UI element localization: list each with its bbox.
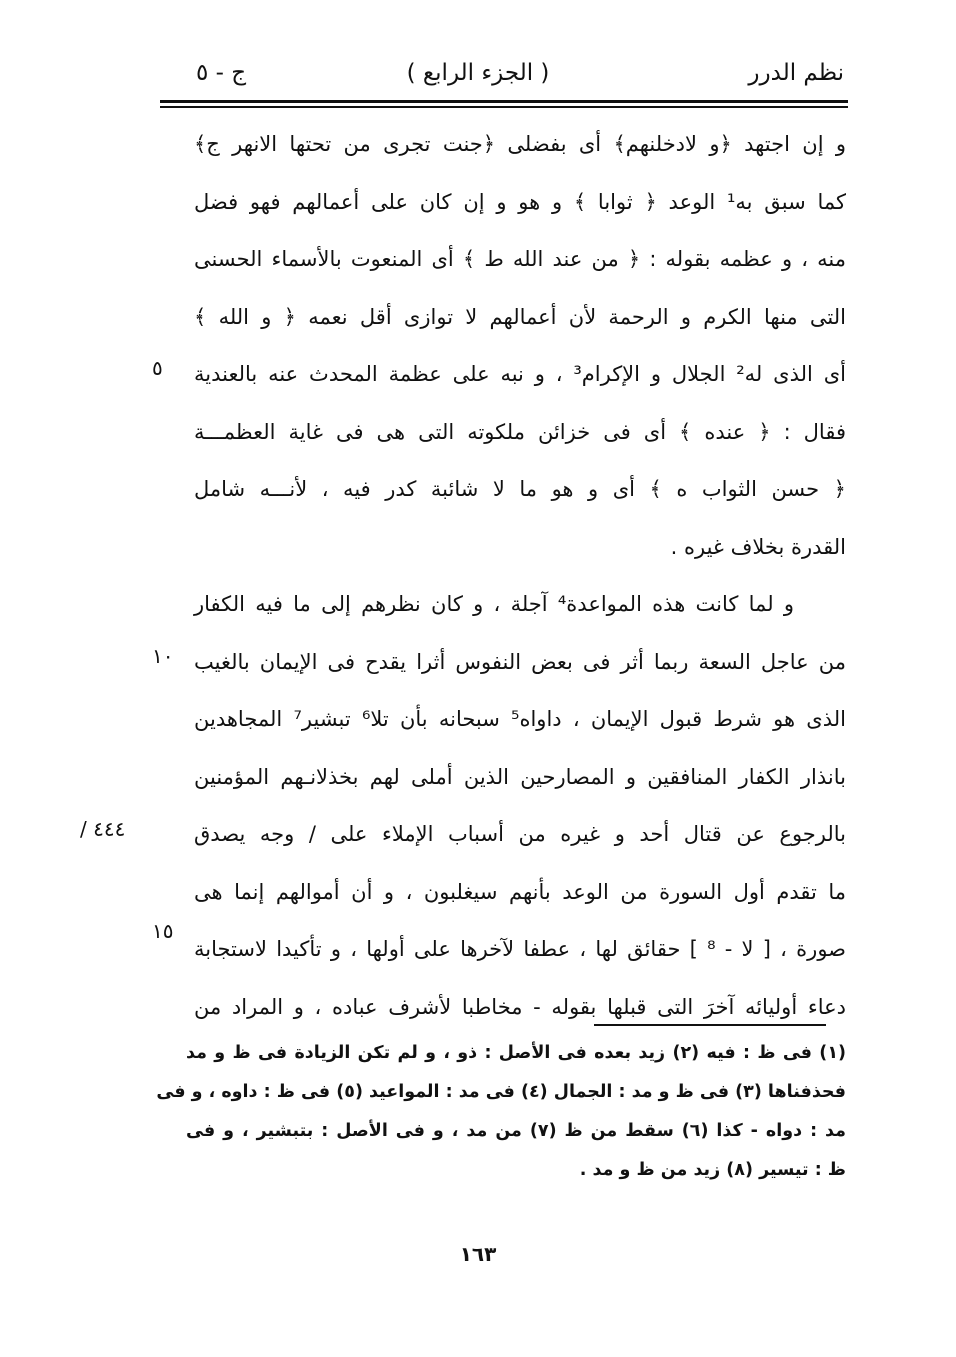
text-line: القدرة بخلاف غيره . [670,534,846,559]
text-line: بالرجوع عن قتال أحد و غيره من أسباب الإملاء على / وجه يصدق [194,822,846,846]
text-line: و إن اجتهد ﴿و لادخلنهم﴾ أى بفضلى ﴿جنت تجرى من تحتها الانهر ج﴾ [194,132,846,156]
text-line: ما تقدم أول السورة من الوعد بأنهم سيغلبون ، و أن أموالهم إنما هى [194,879,846,904]
text-line: التى منها الكرم و الرحمة لأن أعمالهم لا توازى أقل نعمه ﴿ و الله ﴾ [194,304,846,329]
text-line: أى الذى له² الجلال و الإكرام³ ، و نبه على عظمة المحدث عنه بالعندية [194,362,846,386]
line-number: ٥ [152,356,163,380]
page-number: ١٦٣ [459,1242,497,1266]
text-line: بانذار الكفار المنافقين و المصارحين الذين أملى لهم بخذلانـهم المؤمنين [194,764,846,789]
footnote-line: ظ : تيسير (٨) زيد من ظ و مد . [579,1160,846,1180]
footnote-line: (١) فى ظ : فيه (٢) زيد بعده فى الأصل : ذو ، و لم تكن الزيادة فى ظ و مد [186,1043,846,1063]
text-line: كما سبق به¹ الوعد ﴿ ثوابا ﴾ و هو و إن كان على أعمالهم فهو فضل [194,189,846,214]
footnote-line: فحذفناها (٣) فى ظ و مد : الجمال (٤) فى مد : المواعيد (٥) فى ظ : داوه ، و فى [156,1082,846,1102]
header-rule-thick [160,100,848,103]
text-line: ﴿ حسن الثواب ه ﴾ أى و هو ما لا شائبة كدر فيه ، لأنـــه شامل [194,477,846,501]
line-number: ١٥ [152,919,174,943]
text-line: و لما كانت هذه المواعدة⁴ آجلة ، و كان نظرهم إلى ما فيه الكفار [194,592,795,616]
running-title: نظم الدرر [748,60,844,86]
manuscript-folio-mark: / ٤٤٤ [80,817,126,841]
body-text [194,116,846,1036]
footnote-rule [594,1024,826,1026]
text-line: من عاجل السعة ربما أثر فى بعض النفوس أثرا يقدح فى الإيمان بالغيب [194,649,846,674]
text-line: فقال : ﴿ عنده ﴾ أى فى خزائن ملكوته التى هى فى غاية العظمـــة [194,419,846,444]
header-rule-thin [160,106,848,108]
text-line: دعاء أوليائه آخرَ التى قبلها بقوله - مخاطبا لأشرف عباده ، و المراد من [194,994,846,1019]
volume-label: ج - ٥ [196,60,247,86]
text-line: الذى هو شرط قبول الإيمان ، داواه⁵ سبحانه بأن تلا⁶ تبشير⁷ المجاهدين [194,707,847,731]
part-title: ( الجزء الرابع ) [406,60,550,86]
text-line: صورة ، [ لا - ⁸ ] حقائق لها ، عطفا لآخرها على أولها ، و تأكيدا لاستجابة [194,937,846,961]
footnote-line: مد : دواه - كذا (٦) سقط من ظ (٧) من مد ، و فى الأصل : بتبشير ، و فى [186,1121,846,1141]
line-number: ١٠ [152,644,174,668]
text-line: منه ، و عظمه بقوله : ﴿ من عند الله ط ﴾ أى المنعوت بالأسماء الحسنى [194,247,846,271]
footnotes [156,1034,846,1190]
